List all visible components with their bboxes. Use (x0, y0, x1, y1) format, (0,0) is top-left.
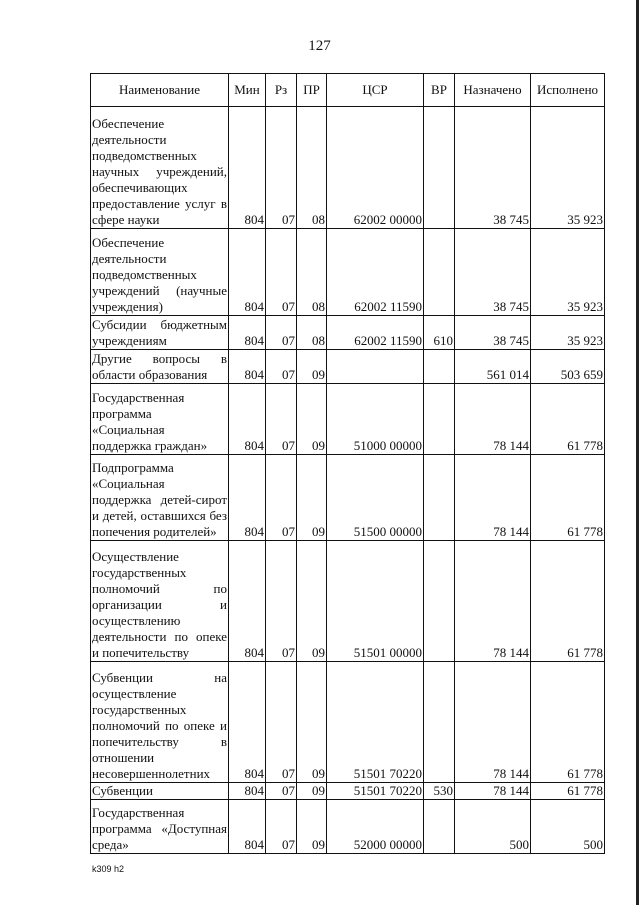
row-rz: 07 (266, 229, 297, 316)
row-pr: 09 (297, 541, 327, 662)
row-executed: 61 778 (531, 384, 605, 455)
row-pr: 09 (297, 455, 327, 541)
row-vr: 530 (424, 783, 455, 800)
row-assigned: 38 745 (455, 107, 531, 229)
col-header-assigned: Назначено (455, 74, 531, 107)
row-min: 804 (229, 350, 266, 384)
row-pr: 09 (297, 384, 327, 455)
row-csr: 51000 00000 (327, 384, 424, 455)
row-pr: 08 (297, 229, 327, 316)
table-row (91, 783, 605, 800)
row-min: 804 (229, 800, 266, 854)
row-assigned: 78 144 (455, 455, 531, 541)
table-row (91, 541, 605, 662)
row-csr: 52000 00000 (327, 800, 424, 854)
row-vr (424, 541, 455, 662)
row-min: 804 (229, 783, 266, 800)
row-executed: 35 923 (531, 316, 605, 350)
row-executed: 61 778 (531, 662, 605, 783)
row-vr: 610 (424, 316, 455, 350)
row-executed: 503 659 (531, 350, 605, 384)
row-rz: 07 (266, 783, 297, 800)
row-pr: 09 (297, 350, 327, 384)
row-rz: 07 (266, 350, 297, 384)
row-executed: 61 778 (531, 783, 605, 800)
col-header-pr: ПР (297, 74, 327, 107)
row-assigned: 38 745 (455, 316, 531, 350)
row-rz: 07 (266, 384, 297, 455)
table-row (91, 455, 605, 541)
col-header-min: Мин (229, 74, 266, 107)
row-vr (424, 384, 455, 455)
page-number: 127 (308, 38, 331, 54)
row-vr (424, 800, 455, 854)
row-executed: 500 (531, 800, 605, 854)
row-name: Государственная программа «Социальная поддержка граждан» (91, 384, 229, 455)
budget-table (90, 73, 605, 854)
row-assigned: 78 144 (455, 662, 531, 783)
row-vr (424, 229, 455, 316)
table-row (91, 316, 605, 350)
col-header-name: Наименование (91, 74, 229, 107)
row-executed: 61 778 (531, 455, 605, 541)
row-pr: 08 (297, 316, 327, 350)
row-name: Субвенции (91, 783, 229, 800)
row-rz: 07 (266, 541, 297, 662)
row-name: Обеспечение деятельности подведомственных учреждений (научные учреждения) (91, 229, 229, 316)
row-min: 804 (229, 455, 266, 541)
row-csr: 62002 11590 (327, 229, 424, 316)
row-name: Другие вопросы в области образования (92, 351, 227, 382)
row-rz: 07 (266, 316, 297, 350)
row-executed: 61 778 (531, 541, 605, 662)
row-pr: 09 (297, 662, 327, 783)
footer-code: k309 h2 (92, 864, 125, 874)
row-min: 804 (229, 384, 266, 455)
row-min: 804 (229, 662, 266, 783)
row-vr (424, 107, 455, 229)
row-assigned: 500 (455, 800, 531, 854)
row-assigned: 561 014 (455, 350, 531, 384)
col-header-rz: Рз (266, 74, 297, 107)
row-min: 804 (229, 541, 266, 662)
row-name: Подпрограмма «Социальная поддержка детей-сирот и детей, оставшихся без попечения родителей» (91, 455, 229, 541)
row-csr (327, 350, 424, 384)
row-pr: 09 (297, 800, 327, 854)
row-assigned: 78 144 (455, 384, 531, 455)
table-row (91, 229, 605, 316)
row-csr: 51501 70220 (327, 662, 424, 783)
row-vr (424, 662, 455, 783)
table-row (91, 662, 605, 783)
col-header-vr: ВР (424, 74, 455, 107)
row-pr: 08 (297, 107, 327, 229)
row-rz: 07 (266, 800, 297, 854)
table-row (91, 107, 605, 229)
row-min: 804 (229, 229, 266, 316)
row-name: Государственная программа «Доступная среда» (91, 800, 229, 854)
col-header-csr: ЦСР (327, 74, 424, 107)
row-name: Субсидии бюджетным учреждениям (92, 317, 227, 348)
table-header-row (91, 74, 605, 107)
row-rz: 07 (266, 107, 297, 229)
col-header-executed: Исполнено (531, 74, 605, 107)
row-rz: 07 (266, 662, 297, 783)
row-csr: 51501 00000 (327, 541, 424, 662)
row-csr: 62002 11590 (327, 316, 424, 350)
table-row (91, 350, 605, 384)
row-assigned: 78 144 (455, 541, 531, 662)
row-vr (424, 350, 455, 384)
row-min: 804 (229, 316, 266, 350)
row-assigned: 38 745 (455, 229, 531, 316)
table-row (91, 800, 605, 854)
row-csr: 51501 70220 (327, 783, 424, 800)
row-name: Обеспечение деятельности подведомственных научных учреждений, обеспечивающих предоставление услуг в сфере науки (91, 107, 229, 229)
row-executed: 35 923 (531, 107, 605, 229)
row-rz: 07 (266, 455, 297, 541)
row-name: Субвенции на осуществление государственных полномочий по опеке и попечительству в отношении несовершеннолетних (91, 662, 229, 783)
row-assigned: 78 144 (455, 783, 531, 800)
row-executed: 35 923 (531, 229, 605, 316)
row-vr (424, 455, 455, 541)
row-name: Осуществление государственных полномочий по организации и осуществлению деятельности по опеке и попечительству (91, 541, 229, 662)
row-csr: 51500 00000 (327, 455, 424, 541)
row-min: 804 (229, 107, 266, 229)
table-row (91, 384, 605, 455)
row-pr: 09 (297, 783, 327, 800)
row-csr: 62002 00000 (327, 107, 424, 229)
